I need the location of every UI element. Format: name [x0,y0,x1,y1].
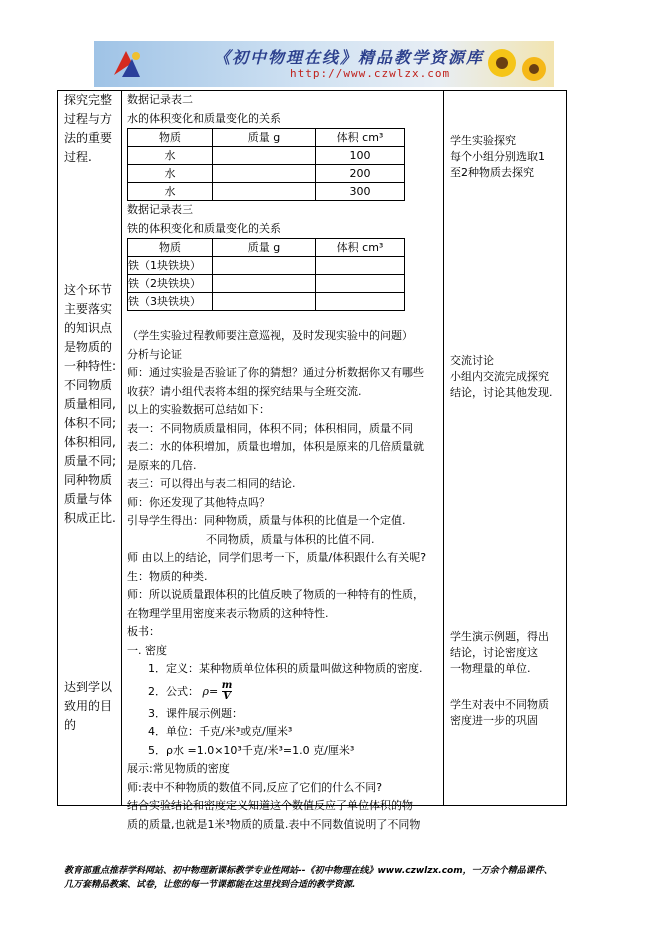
table3-subtitle: 铁的体积变化和质量变化的关系 [127,221,281,235]
body-line: 4．单位：千克/米³或克/厘米³ [148,725,293,738]
table2-subtitle: 水的体积变化和质量变化的关系 [127,111,281,125]
table2-title: 数据记录表二 [127,93,193,106]
table-row: 水 100 [128,147,405,165]
table-row: 水 300 [128,183,405,201]
data-table-2 [127,128,405,201]
footer-line: 几万套精品教案、试卷，让您的每一节课都能在这里找到合适的教学资源. [64,880,356,890]
body-line: 师:表中不种物质的数值不同,反应了它们的什么不同? [127,780,383,794]
activity-block-3: 学生演示例题，得出 结论，讨论密度这 一物理量的单位. [450,630,549,675]
sunflower-icon [482,43,552,85]
table-header: 体积 cm³ [316,239,405,257]
design-intent-column [58,91,122,806]
site-logo-icon [110,47,144,81]
header-banner [94,41,554,87]
table-row: 铁（2块铁块） [128,275,405,293]
body-line: 师：你还发现了其他特点吗？ [127,495,270,509]
table-row: 水 200 [128,165,405,183]
body-line: 5．ρ水 =1.0×10³千克/米³=1.0 克/厘米³ [148,743,355,757]
definition-line: 1．定义：某种物质单位体积的质量叫做这种物质的密度. [148,662,423,675]
lesson-table [57,90,567,831]
intent-block-1: 探究完整 过程与方 法的重要 过程. [64,93,113,164]
teaching-process-column [122,91,444,831]
body-line: 质的质量,也就是1米³物质的质量.表中不同数值说明了不同物 [127,817,421,831]
body-line: 结合实验结论和密度定义知道这个数值反应了单位体积的物 [127,799,413,812]
body-line: 一. 密度 [127,643,167,657]
body-line: 收获？请小组代表将本组的探究结果与全班交流. [127,384,362,398]
body-line: 3．课件展示例题： [148,706,243,720]
footer-line: 教育部重点推荐学科网站、初中物理新课标教学专业性网站--《初中物理在线》www.czwlzx.com，一万余个精品课件、 [64,866,553,876]
body-line: 师：通过实验是否验证了你的猜想？通过分析数据你又有哪些 [127,366,424,379]
student-activity-column [444,91,567,806]
table-header: 物质 [128,129,213,147]
body-line: 以上的实验数据可总结如下： [127,403,270,416]
activity-block-4: 学生对表中不同物质 密度进一步的巩固 [450,698,549,727]
body-line: 表三：可以得出与表二相同的结论. [127,477,296,490]
table-header: 质量 g [213,239,316,257]
body-line: 师：所以说质量跟体积的比值反映了物质的一种特有的性质， [127,588,424,601]
density-formula: $\frac{m}{V}$ [221,680,233,702]
table-header: 物质 [128,239,213,257]
table-header: 质量 g [213,129,316,147]
body-line: 表二：水的体积增加，质量也增加，体积是原来的几倍质量就 [127,440,424,453]
table-row: 铁（3块铁块） [128,293,405,311]
page-footer [64,864,624,892]
activity-block-1: 学生实验探究 每个小组分别选取1 至2种物质去探究 [450,134,545,179]
body-line: 引导学生得出：同种物质，质量与体积的比值是一个定值. [127,514,406,527]
body-line: 是原来的几倍. [127,458,197,472]
body-line: （学生实验过程教师要注意巡视，及时发现实验中的问题） [127,329,413,342]
banner-url[interactable]: http://www.czwlzx.com [290,67,451,80]
section-heading: 分析与论证 [127,347,182,361]
banner-title: 《初中物理在线》精品教学资源库 [214,48,485,67]
body-line: 师 由以上的结论，同学们思考一下，质量/体积跟什么有关呢? [127,551,427,564]
activity-block-2: 交流讨论 小组内交流完成探究 结论，讨论其他发现. [450,354,553,399]
body-line: 展示:常见物质的密度 [127,762,230,775]
data-table-3 [127,238,405,311]
table3-title: 数据记录表三 [127,203,193,216]
intent-block-2: 这个环节 主要落实 的知识点 是物质的 一种特性: 不同物质 质量相同, 体积不同; 体积相同, 质量不同; 同种物质 质量与体 积成正比. [64,283,117,525]
table-header: 体积 cm³ [316,129,405,147]
table-row: 铁（1块铁块） [128,257,405,275]
body-line: 生：物质的种类. [127,569,208,583]
formula-line: 2．公式： ρ= $\frac{m}{V}$ [148,680,233,702]
body-line: 板书： [127,625,160,638]
body-line: 不同物质，质量与体积的比值不同. [206,532,375,546]
body-line: 在物理学里用密度来表示物质的这种特性. [127,606,329,620]
intent-block-3: 达到学以 致用的目 的 [64,680,113,732]
body-line: 表一：不同物质质量相同，体积不同；体积相同，质量不同 [127,421,413,435]
